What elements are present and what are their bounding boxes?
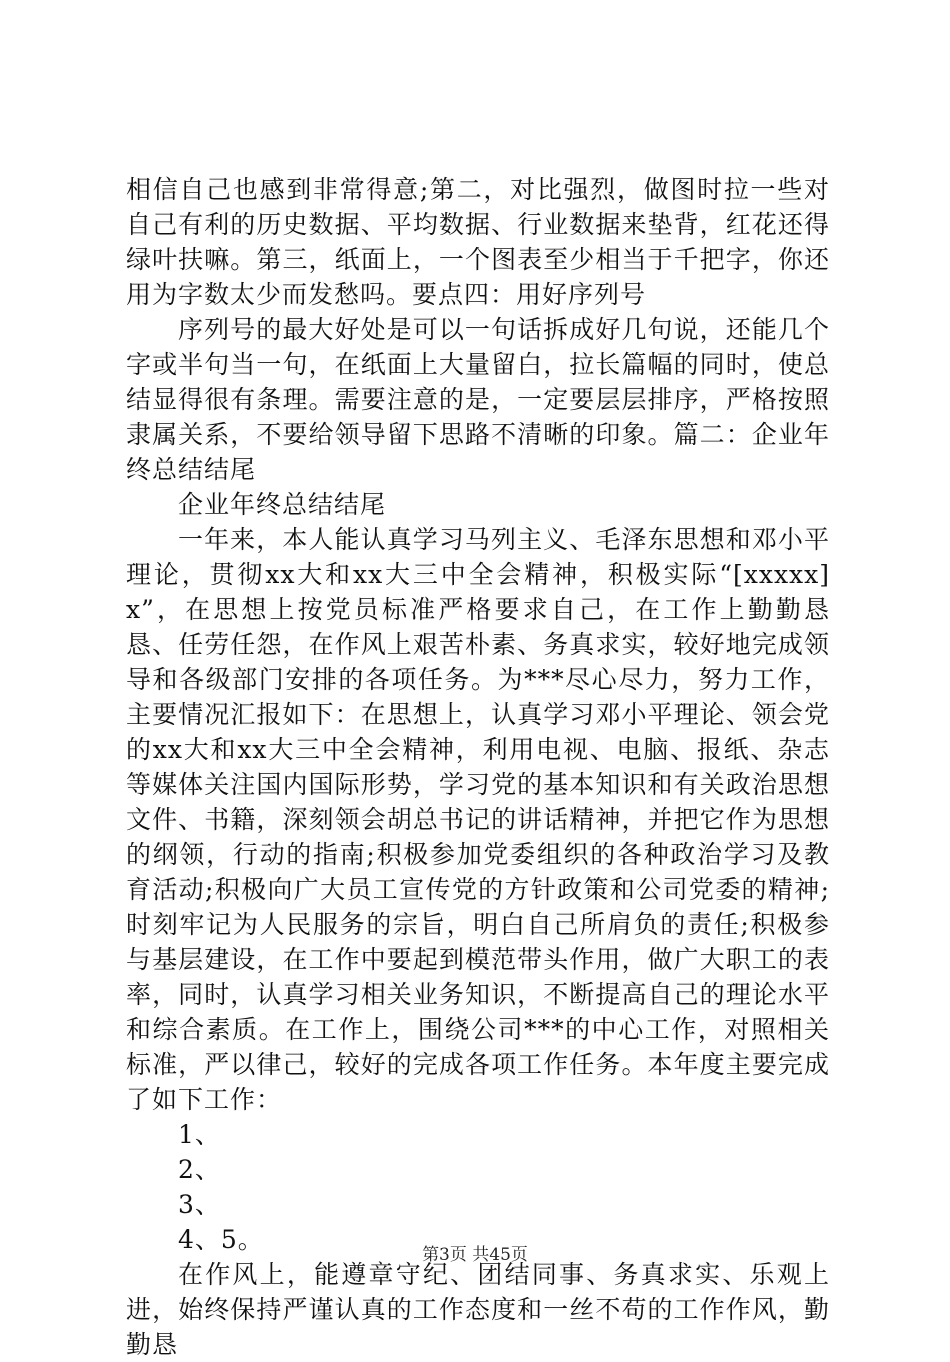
document-body: [126, 172, 830, 1362]
list-item-4-5: 4、5。: [178, 1225, 264, 1254]
list-item-2: 2、: [178, 1155, 221, 1184]
page-number-indicator: 第3页 共45页: [422, 1245, 528, 1265]
list-item-1: 1、: [178, 1120, 221, 1149]
paragraph-year-summary: 一年来，本人能认真学习马列主义、毛泽东思想和邓小平理论，贯彻xx大和xx大三中全会精神，积极实际“[xxxxx]x”，在思想上按党员标准严格要求自己，在工作上勤勤恳恳、任劳任怨，在作风上艰苦朴素、务真求实，较好地完成领导和各级部门安排的各项任务。为***尽心尽力，努力工作，主要情况汇报如下：在思想上，认真学习邓小平理论、领会党的xx大和xx大三中全会精神，利用电视、电脑、报纸、杂志等媒体关注国内国际形势，学习党的基本知识和有关政治思想文件、书籍，深刻领会胡总书记的讲话精神，并把它作为思想的纲领，行动的指南;积极参加党委组织的各种政治学习及教育活动;积极向广大员工宣传党的方针政策和公司党委的精神;时刻牢记为人民服务的宗旨，明白自己所肩负的责任;积极参与基层建设，在工作中要起到模范带头作用，做广大职工的表率，同时，认真学习相关业务知识，不断提高自己的理论水平和综合素质。在工作上，围绕公司***的中心工作，对照相关标准，严以律己，较好的完成各项工作任务。本年度主要完成了如下工作：: [126, 525, 830, 1114]
list-item-3: 3、: [178, 1190, 221, 1219]
section-heading: 企业年终总结结尾: [178, 490, 387, 519]
paragraph-serial-numbers: 序列号的最大好处是可以一句话拆成好几句说，还能几个字或半句当一句，在纸面上大量留白，拉长篇幅的同时，使总结显得很有条理。需要注意的是，一定要层层排序，严格按照隶属关系，不要给领导留下思路不清晰的印象。篇二：企业年终总结结尾: [126, 315, 830, 484]
page-footer: [0, 1244, 950, 1266]
paragraph-work-style: 在作风上，能遵章守纪、团结同事、务真求实、乐观上进，始终保持严谨认真的工作态度和一丝不苟的工作作风，勤勤恳: [126, 1260, 830, 1359]
paragraph-continuation: 相信自己也感到非常得意;第二，对比强烈，做图时拉一些对自己有利的历史数据、平均数据、行业数据来垫背，红花还得绿叶扶嘛。第三，纸面上，一个图表至少相当于千把字，你还用为字数太少而发愁吗。要点四：用好序列号: [126, 175, 830, 309]
